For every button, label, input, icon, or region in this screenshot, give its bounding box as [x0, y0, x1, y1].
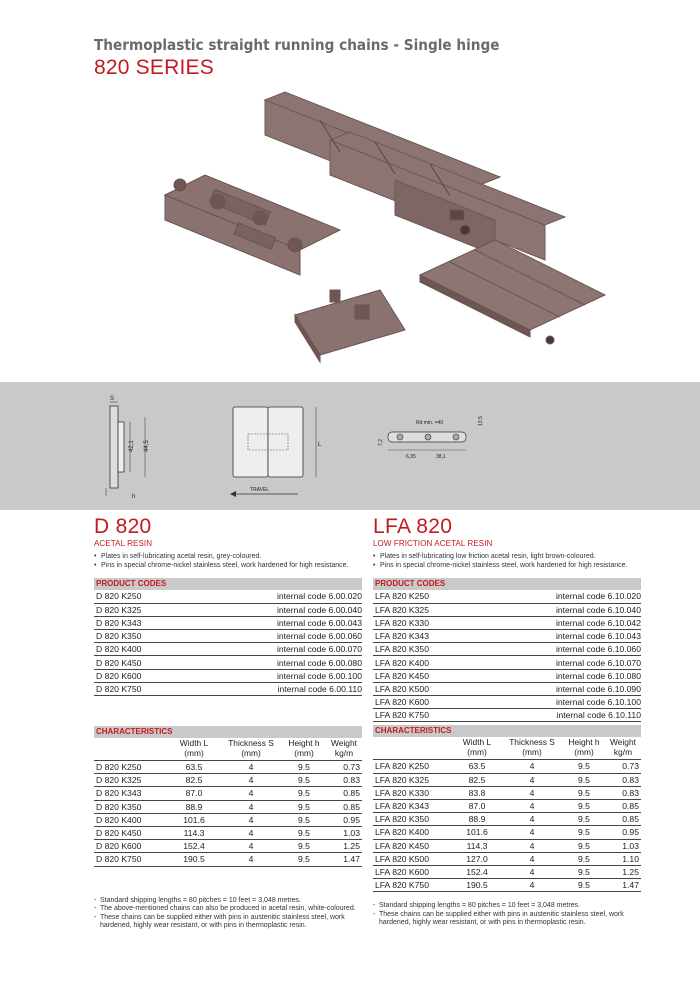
weight-cell: 1.47	[326, 853, 362, 866]
top-view-drawing	[228, 402, 338, 502]
product-name-cell: LFA 820 K750	[373, 709, 480, 722]
chain-small-image	[295, 290, 405, 362]
weight-cell: 1.03	[326, 826, 362, 839]
product-name-cell: D 820 K250	[94, 590, 191, 603]
technical-drawing-band	[0, 382, 700, 510]
lfa820-bullet: • Pins in special chrome-nickel stainless steel, work hardened for high resistance.	[373, 561, 641, 570]
dim-h-label: h	[132, 494, 136, 500]
product-name-cell: D 820 K350	[94, 630, 191, 643]
lfa820-title: LFA 820	[373, 515, 453, 538]
chain-underside-image	[165, 175, 340, 275]
product-name-cell: LFA 820 K250	[373, 760, 453, 773]
weight-cell: 1.10	[605, 852, 641, 865]
table-row	[373, 616, 641, 629]
d820-characteristics-table	[94, 738, 362, 867]
internal-code-cell: internal code 6.10.090	[480, 682, 641, 695]
lfa820-codes-heading: PRODUCT CODES	[373, 578, 641, 590]
product-name-cell: LFA 820 K330	[373, 616, 480, 629]
table-row	[94, 616, 362, 629]
side-view-drawing	[100, 392, 170, 502]
thickness-cell: 4	[220, 800, 282, 813]
dim-13-label: 13,5	[478, 416, 484, 426]
table-row	[373, 826, 641, 839]
height-cell: 9.5	[563, 773, 605, 786]
height-cell: 9.5	[282, 787, 326, 800]
table-row	[373, 603, 641, 616]
product-name-cell: LFA 820 K343	[373, 630, 480, 643]
table-row	[373, 590, 641, 603]
product-name-cell: LFA 820 K400	[373, 656, 480, 669]
table-row	[94, 813, 362, 826]
chain-flat-image	[420, 240, 605, 344]
thickness-cell: 4	[501, 839, 563, 852]
height-cell: 9.5	[563, 813, 605, 826]
product-name-cell: D 820 K400	[94, 813, 168, 826]
width-cell: 127.0	[453, 852, 501, 865]
width-cell: 82.5	[168, 774, 220, 787]
height-cell: 9.5	[563, 879, 605, 892]
height-cell: 9.5	[563, 799, 605, 812]
product-name-cell: LFA 820 K350	[373, 813, 453, 826]
lfa820-material: LOW FRICTION ACETAL RESIN	[373, 539, 493, 548]
internal-code-cell: internal code 6.00.070	[191, 643, 362, 656]
height-cell: 9.5	[563, 839, 605, 852]
product-name-cell: LFA 820 K250	[373, 590, 480, 603]
product-name-cell: LFA 820 K343	[373, 799, 453, 812]
width-cell: 101.6	[168, 813, 220, 826]
height-header: Height h (mm)	[288, 738, 320, 758]
product-name-cell: LFA 820 K500	[373, 682, 480, 695]
d820-bullet: • Pins in special chrome-nickel stainless steel, work hardened for high resistance.	[94, 561, 362, 570]
note: - These chains can be supplied either with pins in austenitic stainless steel, work hardened, highly wear resistant, or with pins in thermoplastic resin.	[94, 914, 362, 931]
thickness-cell: 4	[220, 840, 282, 853]
internal-code-cell: internal code 6.10.040	[480, 603, 641, 616]
table-header-row	[94, 738, 362, 761]
width-header: Width L (mm)	[179, 738, 209, 758]
internal-code-cell: internal code 6.10.060	[480, 643, 641, 656]
note: - Standard shipping lengths = 80 pitches = 10 feet = 3,048 metres.	[373, 902, 641, 911]
thickness-cell: 4	[501, 879, 563, 892]
dim-6-label: 6,35	[406, 454, 416, 460]
internal-code-cell: internal code 6.00.100	[191, 669, 362, 682]
page-subtitle: Thermoplastic straight running chains - Single hinge	[94, 36, 500, 54]
height-cell: 9.5	[282, 840, 326, 853]
product-name-cell: D 820 K600	[94, 669, 191, 682]
table-row	[373, 786, 641, 799]
table-row	[94, 853, 362, 866]
table-row	[94, 826, 362, 839]
table-row	[373, 839, 641, 852]
height-cell: 9.5	[282, 774, 326, 787]
lfa820-characteristics-heading: CHARACTERISTICS	[373, 725, 641, 737]
height-header: Height h (mm)	[568, 737, 600, 758]
weight-cell: 0.85	[326, 787, 362, 800]
table-row	[373, 656, 641, 669]
height-cell: 9.5	[282, 813, 326, 826]
width-cell: 82.5	[453, 773, 501, 786]
height-cell: 9.5	[563, 826, 605, 839]
product-name-cell: LFA 820 K750	[373, 879, 453, 892]
weight-cell: 1.03	[605, 839, 641, 852]
d820-bullets	[94, 552, 362, 570]
thickness-cell: 4	[501, 826, 563, 839]
thickness-cell: 4	[220, 787, 282, 800]
thickness-cell: 4	[501, 773, 563, 786]
thickness-header: Thickness S (mm)	[509, 737, 555, 758]
width-cell: 114.3	[168, 826, 220, 839]
weight-cell: 0.85	[605, 799, 641, 812]
height-cell: 9.5	[563, 760, 605, 773]
table-row	[373, 709, 641, 722]
weight-cell: 0.95	[326, 813, 362, 826]
table-row	[94, 682, 362, 695]
weight-cell: 0.85	[326, 800, 362, 813]
thickness-cell: 4	[501, 865, 563, 878]
product-name-cell: D 820 K325	[94, 774, 168, 787]
internal-code-cell: internal code 6.10.080	[480, 669, 641, 682]
table-row	[94, 643, 362, 656]
lfa820-bullet: • Plates in self-lubricating low friction acetal resin, light brown-coloured.	[373, 552, 641, 561]
width-cell: 63.5	[453, 760, 501, 773]
product-name-cell: LFA 820 K350	[373, 643, 480, 656]
height-cell: 9.5	[563, 865, 605, 878]
table-row	[373, 865, 641, 878]
internal-code-cell: internal code 6.10.020	[480, 590, 641, 603]
product-name-cell: D 820 K325	[94, 603, 191, 616]
table-row	[94, 840, 362, 853]
dim-s-label: S	[110, 396, 115, 402]
product-name-cell: D 820 K250	[94, 761, 168, 774]
thickness-cell: 4	[220, 826, 282, 839]
weight-cell: 0.83	[605, 786, 641, 799]
product-name-cell: LFA 820 K325	[373, 773, 453, 786]
table-row	[373, 696, 641, 709]
product-name-cell: LFA 820 K450	[373, 669, 480, 682]
table-row	[94, 603, 362, 616]
product-name-cell: D 820 K450	[94, 826, 168, 839]
thickness-cell: 4	[220, 853, 282, 866]
note: - Standard shipping lengths = 80 pitches = 10 feet = 3,048 metres.	[94, 897, 362, 906]
table-row	[94, 669, 362, 682]
table-row	[373, 760, 641, 773]
thickness-cell: 4	[220, 774, 282, 787]
weight-header: Weight kg/m	[610, 737, 636, 758]
internal-code-cell: internal code 6.00.110	[191, 682, 362, 695]
product-name-cell: D 820 K750	[94, 682, 191, 695]
thickness-cell: 4	[501, 760, 563, 773]
internal-code-cell: internal code 6.00.043	[191, 616, 362, 629]
table-row	[373, 669, 641, 682]
thickness-cell: 4	[501, 799, 563, 812]
width-cell: 87.0	[168, 787, 220, 800]
product-name-cell: D 820 K750	[94, 853, 168, 866]
table-row	[94, 800, 362, 813]
table-header-row	[373, 737, 641, 760]
width-cell: 114.3	[453, 839, 501, 852]
travel-label: TRAVEL	[250, 487, 270, 493]
thickness-header: Thickness S (mm)	[228, 738, 274, 758]
table-row	[373, 852, 641, 865]
weight-cell: 1.47	[605, 879, 641, 892]
product-name-cell: LFA 820 K450	[373, 839, 453, 852]
height-cell: 9.5	[282, 761, 326, 774]
d820-section	[94, 516, 362, 931]
d820-notes	[94, 897, 362, 931]
table-row	[94, 630, 362, 643]
table-row	[373, 813, 641, 826]
weight-header: Weight kg/m	[331, 738, 357, 758]
internal-code-cell: internal code 6.00.020	[191, 590, 362, 603]
width-cell: 83.8	[453, 786, 501, 799]
dim-42-label: 42,1	[129, 440, 135, 452]
width-cell: 63.5	[168, 761, 220, 774]
d820-title: D 820	[94, 515, 152, 538]
thickness-cell: 4	[501, 813, 563, 826]
product-name-cell: LFA 820 K600	[373, 696, 480, 709]
lfa820-notes	[373, 902, 641, 928]
product-name-cell: D 820 K600	[94, 840, 168, 853]
table-row	[94, 656, 362, 669]
weight-cell: 0.83	[326, 774, 362, 787]
thickness-cell: 4	[501, 852, 563, 865]
dim-38-label: 38,1	[436, 454, 446, 460]
page-title: 820 SERIES	[94, 56, 214, 79]
d820-material: ACETAL RESIN	[94, 539, 153, 548]
width-cell: 190.5	[168, 853, 220, 866]
width-cell: 152.4	[168, 840, 220, 853]
product-name-cell: D 820 K343	[94, 787, 168, 800]
width-cell: 101.6	[453, 826, 501, 839]
thickness-cell: 4	[501, 786, 563, 799]
table-row	[94, 787, 362, 800]
product-name-cell: LFA 820 K330	[373, 786, 453, 799]
table-row	[94, 774, 362, 787]
lfa820-bullets	[373, 552, 641, 570]
internal-code-cell: internal code 6.00.080	[191, 656, 362, 669]
note: - The above-mentioned chains can also be produced in acetal resin, white-coloured.	[94, 905, 362, 914]
lfa820-codes-table	[373, 590, 641, 722]
product-name-cell: LFA 820 K500	[373, 852, 453, 865]
weight-cell: 0.95	[605, 826, 641, 839]
weight-cell: 1.25	[605, 865, 641, 878]
internal-code-cell: internal code 6.10.042	[480, 616, 641, 629]
profile-view-drawing	[368, 392, 488, 482]
d820-bullet: • Plates in self-lubricating acetal resin, grey-coloured.	[94, 552, 362, 561]
table-row	[373, 773, 641, 786]
table-row	[94, 590, 362, 603]
lfa820-characteristics-table	[373, 737, 641, 892]
table-row	[373, 630, 641, 643]
internal-code-cell: internal code 6.00.040	[191, 603, 362, 616]
height-cell: 9.5	[282, 800, 326, 813]
weight-cell: 0.83	[605, 773, 641, 786]
chain-photo	[150, 90, 630, 370]
height-cell: 9.5	[282, 826, 326, 839]
product-name-cell: LFA 820 K600	[373, 865, 453, 878]
thickness-cell: 4	[220, 813, 282, 826]
table-row	[94, 761, 362, 774]
weight-cell: 0.73	[605, 760, 641, 773]
product-name-cell: LFA 820 K400	[373, 826, 453, 839]
width-header: Width L (mm)	[462, 737, 492, 758]
internal-code-cell: internal code 6.10.100	[480, 696, 641, 709]
internal-code-cell: internal code 6.10.070	[480, 656, 641, 669]
table-row	[373, 682, 641, 695]
d820-codes-table	[94, 590, 362, 696]
dim-44-label: 44,5	[144, 440, 150, 452]
width-cell: 190.5	[453, 879, 501, 892]
note: - These chains can be supplied either with pins in austenitic stainless steel, work hardened, highly wear resistant, or with pins in thermoplastic resin.	[373, 911, 641, 928]
width-cell: 87.0	[453, 799, 501, 812]
weight-cell: 1.25	[326, 840, 362, 853]
rd-min-label: Rd min. =40	[416, 420, 444, 426]
dim-l-label: L	[318, 442, 322, 448]
page-header	[94, 36, 555, 80]
product-name-cell: D 820 K400	[94, 643, 191, 656]
thickness-cell: 4	[220, 761, 282, 774]
height-cell: 9.5	[563, 786, 605, 799]
table-row	[373, 643, 641, 656]
height-cell: 9.5	[563, 852, 605, 865]
d820-codes-heading: PRODUCT CODES	[94, 578, 362, 590]
weight-cell: 0.85	[605, 813, 641, 826]
d820-characteristics-heading: CHARACTERISTICS	[94, 726, 362, 738]
product-name-cell: D 820 K450	[94, 656, 191, 669]
table-row	[373, 799, 641, 812]
weight-cell: 0.73	[326, 761, 362, 774]
width-cell: 88.9	[453, 813, 501, 826]
lfa820-section	[373, 516, 641, 928]
width-cell: 88.9	[168, 800, 220, 813]
internal-code-cell: internal code 6.10.043	[480, 630, 641, 643]
width-cell: 152.4	[453, 865, 501, 878]
internal-code-cell: internal code 6.00.060	[191, 630, 362, 643]
internal-code-cell: internal code 6.10.110	[480, 709, 641, 722]
height-cell: 9.5	[282, 853, 326, 866]
product-name-cell: D 820 K343	[94, 616, 191, 629]
product-name-cell: LFA 820 K325	[373, 603, 480, 616]
dim-7-label: 7,2	[378, 439, 384, 446]
product-name-cell: D 820 K350	[94, 800, 168, 813]
table-row	[373, 879, 641, 892]
